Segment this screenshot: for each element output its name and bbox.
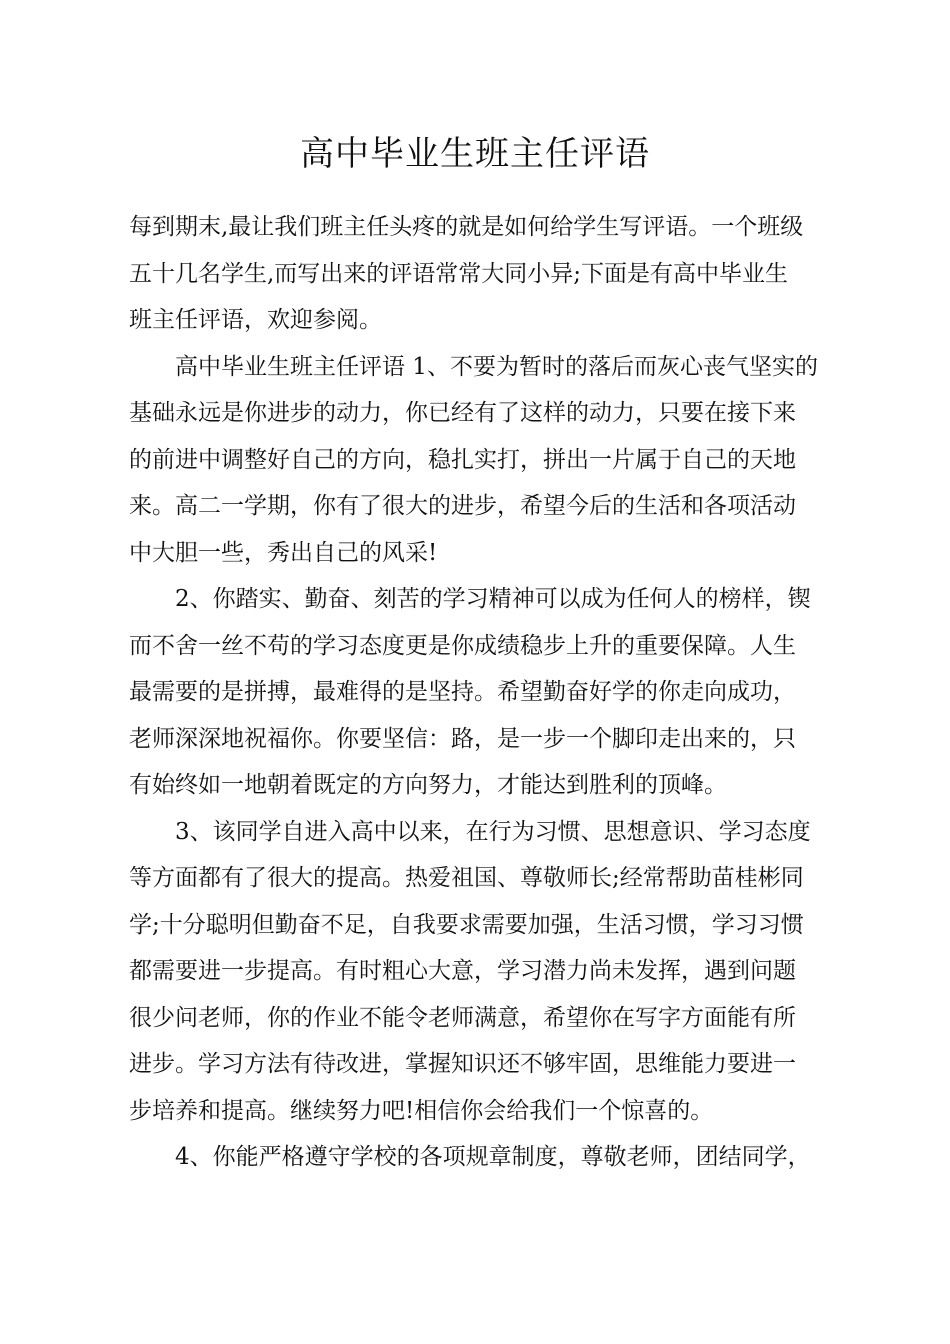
text-line: 而不舍一丝不苟的学习态度更是你成绩稳步上升的重要保障。人生 — [129, 632, 796, 659]
text-line: 有始终如一地朝着既定的方向努力，才能达到胜利的顶峰。 — [129, 772, 727, 798]
text-line: 老师深深地祝福你。你要坚信：路，是一步一个脚印走出来的，只 — [129, 725, 796, 752]
text-line: 的前进中调整好自己的方向，稳扎实打，拼出一片属于自己的天地 — [129, 446, 796, 473]
text-line: 中大胆一些，秀出自己的风采! — [129, 539, 438, 566]
paragraph-comment-4 — [129, 1134, 829, 1181]
document-body — [129, 204, 829, 1181]
text-line: 来。高二一学期，你有了很大的进步，希望今后的生活和各项活动 — [129, 493, 796, 519]
text-line: 进步。学习方法有待改进，掌握知识还不够牢固，思维能力要进一 — [129, 1051, 796, 1077]
text-line: 2、你踏实、勤奋、刻苦的学习精神可以成为任何人的榜样，锲 — [129, 586, 811, 612]
text-line: 3、该同学自进入高中以来，在行为习惯、思想意识、学习态度 — [129, 818, 811, 845]
paragraph-comment-2 — [129, 576, 829, 809]
text-line: 4、你能严格遵守学校的各项规章制度，尊敬老师，团结同学， — [129, 1144, 811, 1170]
text-line: 每到期末,最让我们班主任头疼的就是如何给学生写评语。一个班级 — [129, 214, 804, 240]
paragraph-comment-3 — [129, 809, 829, 1135]
text-line: 最需要的是拼搏，最难得的是坚持。希望勤奋好学的你走向成功， — [129, 679, 796, 705]
text-line: 班主任评语，欢迎参阅。 — [129, 307, 382, 333]
text-line: 基础永远是你进步的动力，你已经有了这样的动力，只要在接下来 — [129, 400, 796, 426]
text-line: 高中毕业生班主任评语 1、不要为暂时的落后而灰心丧气坚实的 — [129, 353, 818, 380]
text-line: 学;十分聪明但勤奋不足，自我要求需要加强，生活习惯，学习习惯 — [129, 911, 804, 938]
paragraph-comment-1 — [129, 344, 829, 577]
text-line: 五十几名学生,而写出来的评语常常大同小异;下面是有高中毕业生 — [129, 260, 789, 287]
text-line: 步培养和提高。继续努力吧!相信你会给我们一个惊喜的。 — [129, 1097, 714, 1124]
text-line: 等方面都有了很大的提高。热爱祖国、尊敬师长;经常帮助苗桂彬同 — [129, 865, 804, 891]
text-line: 都需要进一步提高。有时粗心大意，学习潜力尚未发挥，遇到问题 — [129, 958, 796, 984]
text-line: 很少问老师，你的作业不能令老师满意，希望你在写字方面能有所 — [129, 1004, 796, 1031]
paragraph-intro — [129, 204, 829, 344]
document-title: 高中毕业生班主任评语 — [300, 134, 650, 174]
